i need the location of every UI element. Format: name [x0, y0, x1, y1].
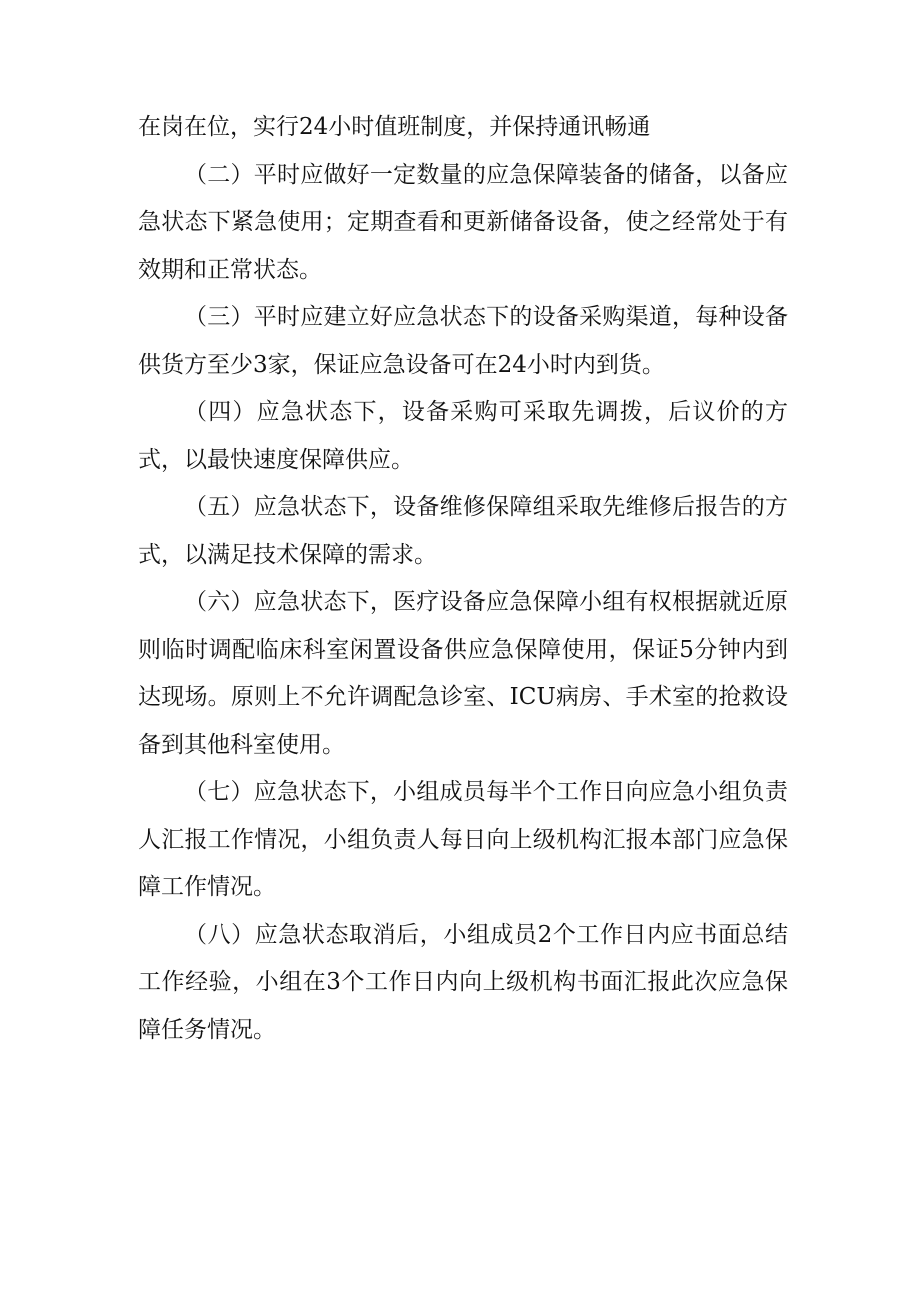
paragraph-2-reserve-equipment: （二）平时应做好一定数量的应急保障装备的储备，以备应急状态下紧急使用；定期查看和更新储备设备，使之经常处于有效期和正常状态。 [138, 161, 788, 283]
paragraph-5-maintenance: （五）应急状态下，设备维修保障组采取先维修后报告的方式，以满足技术保障的需求。 [138, 494, 788, 568]
paragraph-6-equipment-allocation: （六）应急状态下，医疗设备应急保障小组有权根据就近原则临时调配临床科室闲置设备供应急保障使用，保证5分钟内到达现场。原则上不允许调配急诊室、ICU病房、手术室的抢救设备到其他科室使用。 [138, 589, 788, 758]
paragraph-4-procurement-method: （四）应急状态下，设备采购可采取先调拨，后议价的方式，以最快速度保障供应。 [138, 399, 788, 473]
paragraph-3-procurement-channels: （三）平时应建立好应急状态下的设备采购渠道，每种设备供货方至少3家，保证应急设备可在24小时内到货。 [138, 304, 788, 378]
document-body [138, 104, 788, 1054]
paragraph-7-reporting: （七）应急状态下，小组成员每半个工作日向应急小组负责人汇报工作情况，小组负责人每日向上级机构汇报本部门应急保障工作情况。 [138, 779, 788, 900]
paragraph-continuation: 在岗在位，实行24小时值班制度，并保持通讯畅通 [138, 114, 651, 140]
paragraph-8-post-emergency-summary: （八）应急状态取消后，小组成员2个工作日内应书面总结工作经验，小组在3个工作日内向上级机构书面汇报此次应急保障任务情况。 [138, 921, 788, 1043]
